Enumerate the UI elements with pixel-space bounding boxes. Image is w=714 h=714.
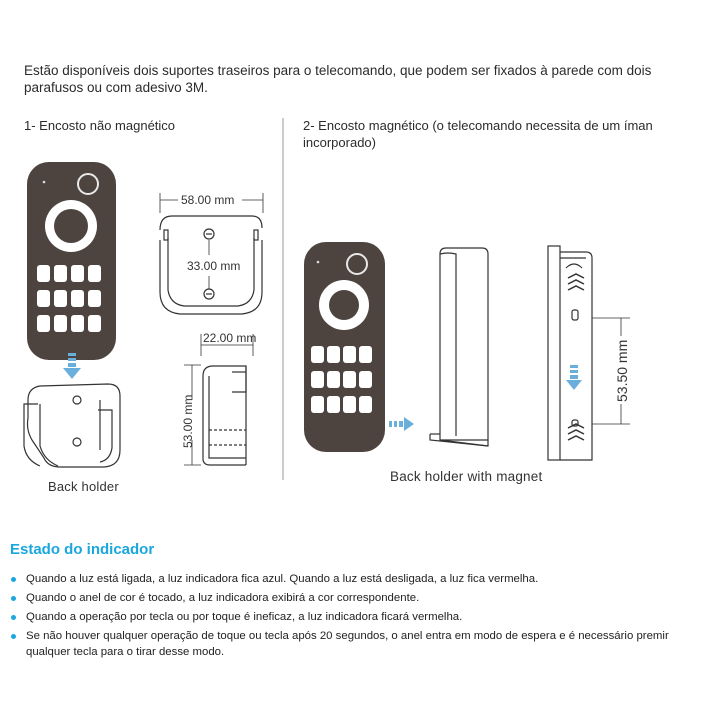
list-item [10, 572, 700, 588]
magnet-holder-caption: Back holder with magnet [390, 469, 543, 484]
right-arrow-icon [389, 417, 414, 431]
list-item [10, 610, 700, 626]
list-item [10, 591, 700, 607]
bullet-icon [11, 577, 16, 582]
bullet-text: Quando o anel de cor é tocado, a luz indicadora exibirá a cor correspondente. [26, 592, 420, 604]
bullet-icon [11, 596, 16, 601]
remote-non-magnetic-illustration [27, 162, 116, 360]
indicator-bullet-list [10, 572, 700, 664]
depth-dim-label: 22.00 mm [203, 331, 257, 345]
magnet-down-arrow-icon [566, 365, 582, 390]
magnet-holder-illustration [430, 248, 488, 446]
remote-magnetic-illustration [304, 242, 385, 452]
hole-dim-label: 33.00 mm [187, 259, 241, 273]
bullet-text: Quando a luz está ligada, a luz indicadora fica azul. Quando a luz está desligada, a luz fica vermelha. [26, 573, 539, 585]
width-dim-label: 58.00 mm [181, 193, 235, 207]
list-item [10, 629, 700, 660]
holder-front-view [160, 193, 263, 314]
intro-text: Estão disponíveis dois suportes traseiros para o telecomando, que podem ser fixados à parede com dois parafusos ou com adesivo 3M. [24, 63, 652, 95]
height-dim-label: 53.00 mm [181, 394, 195, 448]
back-holder-illustration [24, 384, 120, 467]
section1-title: 1- Encosto não magnético [24, 118, 176, 133]
bullet-text: Quando a operação por tecla ou por toque é ineficaz, a luz indicadora ficará vermelha. [26, 611, 463, 623]
bullet-icon [11, 634, 16, 639]
magnet-height-dim-label: 53.50 mm [614, 339, 630, 402]
indicator-heading: Estado do indicador [10, 541, 155, 558]
bullet-icon [11, 615, 16, 620]
bullet-text: Se não houver qualquer operação de toque ou tecla após 20 segundos, o anel entra em modo de espera e é necessário premir qualquer tecla para o tirar desse modo. [26, 630, 669, 658]
back-holder-caption: Back holder [48, 479, 119, 494]
section2-title: 2- Encosto magnético (o telecomando necessita de um íman incorporado) [303, 118, 653, 150]
